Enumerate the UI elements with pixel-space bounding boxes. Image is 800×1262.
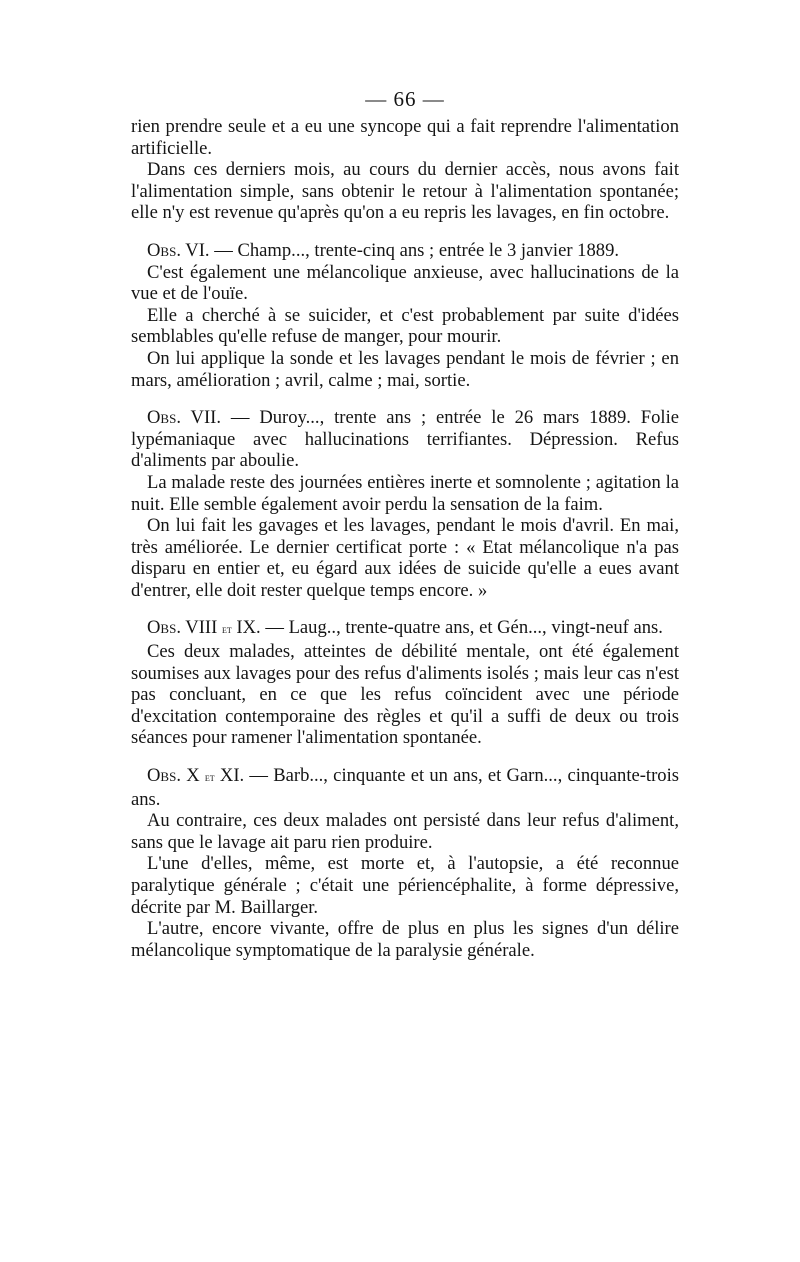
paragraph [131,515,679,601]
observation-heading [131,617,679,641]
paragraph-text: L'une d'elles, même, est morte et, à l'autopsie, a été reconnue paralytique générale ; c'était une périencéphalite, à forme dépressive, décrite par M. Baillarger. [131,853,679,918]
page-number: — 66 — [365,87,445,111]
paragraph-text: Elle a cherché à se suicider, et c'est probablement par suite d'idées semblables qu'elle refuse de manger, pour mourir. [131,304,679,348]
observation-heading [131,240,679,262]
observation-text: — Champ..., trente-cinq ans ; entrée le 3 janvier 1889. [209,239,620,261]
observation-label: Obs. VIII [147,617,218,639]
paragraph [131,810,679,853]
paragraph-text: Dans ces derniers mois, au cours du dernier accès, nous avons fait l'alimentation simple, sans obtenir le retour à l'alimentation spontanée; elle n'y est revenue qu'après qu'on a eu repris les lavages, en fin octobre. [131,159,679,224]
book-page [131,84,679,961]
paragraph-text: On lui fait les gavages et les lavages, pendant le mois d'avril. En mai, très améliorée. Le dernier certificat porte : « Etat mélancolique n'a pas disparu en entier et, eu égard aux idées de suicide qu'elle a eues avant d'entrer, elle doit rester quelque temps encore. » [131,515,679,601]
paragraph-text: rien prendre seule et a eu une syncope qui a fait reprendre l'alimentation artificielle. [131,116,679,159]
paragraph-text: C'est également une mélancolique anxieuse, avec hallucinations de la vue et de l'ouïe. [131,261,679,305]
paragraph [131,918,679,961]
observation-label-2: IX. [236,617,261,639]
observation-text: — Duroy..., trente ans ; entrée le 26 mars 1889. Folie lypémaniaque avec hallucinations terrifiantes. Dépression. Refus d'aliments par aboulie. [131,407,680,472]
observation-label: Obs. X [147,765,200,787]
paragraph [131,641,679,749]
paragraph [131,853,679,918]
observation-heading [131,407,679,472]
paragraph-text: Au contraire, ces deux malades ont persisté dans leur refus d'aliment, sans que le lavage ait paru rien produire. [131,810,679,853]
paragraph [131,472,679,515]
paragraph [131,305,679,348]
observation-text: — Barb..., cinquante et un ans, et Garn..., cinquante-trois ans. [131,765,679,810]
paragraph-text: La malade reste des journées entières inerte et somnolente ; agitation la nuit. Elle semble également avoir perdu la sensation de la faim. [131,471,679,515]
paragraph [131,262,679,305]
observation-label: Obs. VII. [147,407,221,429]
observation-conjunction: et [204,770,215,785]
observation-heading [131,765,679,810]
paragraph [131,348,679,391]
paragraph [131,159,679,224]
paragraph [131,116,679,159]
observation-label: Obs. VI. [147,239,210,261]
paragraph-text: Ces deux malades, atteintes de débilité mentale, ont été également soumises aux lavages pour des refus d'aliments isolés ; mais leur cas n'est pas concluant, en ce que les refus coïncident avec une période d'excitation contemporaine des règles et qu'il a suffi de deux ou trois séances pour ramener l'alimentation spontanée. [131,641,679,749]
observation-conjunction: et [221,622,232,637]
paragraph-text: L'autre, encore vivante, offre de plus en plus les signes d'un délire mélancolique symptomatique de la paralysie générale. [131,918,679,961]
observation-text: — Laug.., trente-quatre ans, et Gén..., vingt-neuf ans. [260,617,663,639]
paragraph-text: On lui applique la sonde et les lavages pendant le mois de février ; en mars, amélioration ; avril, calme ; mai, sortie. [131,347,679,391]
observation-label-2: XI. [219,765,245,787]
